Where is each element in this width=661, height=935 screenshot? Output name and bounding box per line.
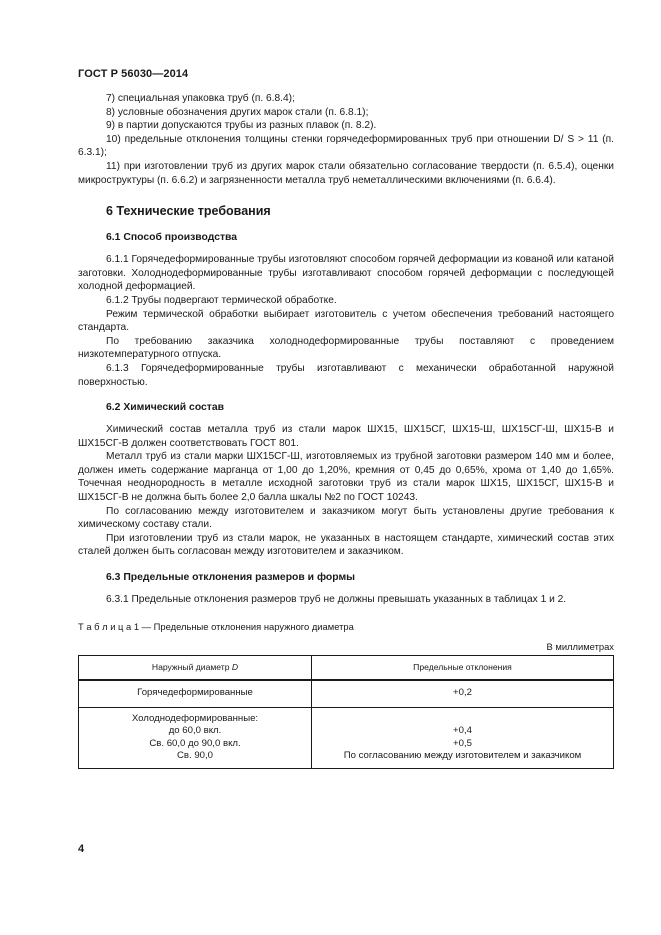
cell-line <box>316 713 609 725</box>
table-header-row <box>79 655 614 680</box>
column-header-deviation: Предельные отклонения <box>312 655 614 680</box>
paragraph: 6.3.1 Предельные отклонения размеров труб не должны превышать указанных в таблицах 1 и 2. <box>106 594 567 606</box>
cell-line: +0,5 <box>453 737 472 749</box>
paragraph: 6.1.3 Горячедеформированные трубы изготавливают с механически обработанной наружной поверхностью. <box>78 362 614 388</box>
subsection-title: 6.2 Химический состав <box>106 402 225 414</box>
list-item: 11) при изготовлении труб из других марок стали обязательно согласование твердости (п. 6.5.4), оценки микроструктуры (п. 6.6.2) и загрязненности металла труб неметаллическими включениями (п. 6.6.4). <box>78 160 614 186</box>
section-title: 6 Технические требования <box>106 204 271 219</box>
deviation-table <box>78 655 614 769</box>
list-item: 8) условные обозначения других марок стали (п. 6.8.1); <box>106 106 369 118</box>
paragraph: По требованию заказчика холоднодеформированные трубы поставляют с проведением низкотемпературного отпуска. <box>78 335 614 361</box>
cell-line: Св. 90,0 <box>176 750 214 762</box>
page-content <box>78 92 614 769</box>
list-item: 9) в партии допускаются трубы из разных плавок (п. 8.2). <box>106 120 377 132</box>
table-units: В миллиметрах <box>546 640 614 652</box>
table-cell <box>79 707 312 768</box>
column-header-variable: D <box>231 662 239 673</box>
table-row <box>79 680 614 708</box>
table-caption-text: — Предельные отклонения наружного диаметра <box>139 620 354 632</box>
paragraph: Химический состав металла труб из стали марок ШХ15, ШХ15СГ, ШХ15-Ш, ШХ15СГ-Ш, ШХ15-В и ШХ15СГ-В должен соответствовать ГОСТ 801. <box>78 424 614 449</box>
column-header-diameter <box>79 655 312 680</box>
paragraph: При изготовлении труб из стали марок, не указанных в настоящем стандарте, химический состав этих сталей должен быть согласован между изготовителем и заказчиком. <box>78 532 614 558</box>
column-header-text: Наружный диаметр <box>151 662 232 673</box>
list-item: 7) специальная упаковка труб (п. 6.8.4); <box>106 93 295 104</box>
document-header: ГОСТ Р 56030—2014 <box>78 68 189 80</box>
cell-line: до 60,0 вкл. <box>168 725 222 737</box>
subsection-title: 6.3 Предельные отклонения размеров и формы <box>106 572 356 584</box>
table-caption <box>78 621 614 633</box>
paragraph: По согласованию между изготовителем и заказчиком могут быть установлены другие требования к химическому составу стали. <box>78 505 614 531</box>
paragraph: 6.1.2 Трубы подвергают термической обработке. <box>106 294 337 306</box>
table-caption-prefix: Т а б л и ц а 1 <box>78 620 140 632</box>
cell-line: Холоднодеформированные: <box>131 712 259 724</box>
cell-line: +0,4 <box>453 725 472 737</box>
paragraph: Металл труб из стали марки ШХ15СГ-Ш, изготовляемых из трубной заготовки размером 140 мм и более, должен иметь содержание марганца от 1,00 до 1,20%, кремния от 0,45 до 0,65%, хрома от 1,40 до 1,65%. Точечная неоднородность в металле исходной заготовки труб из стали марок ШХ15, ШХ15СГ, ШХ15-В и ШХ15СГ-В не должна быть более 2,0 балла шкалы №2 по ГОСТ 10243. <box>78 451 614 504</box>
cell-line: По согласованию между изготовителем и заказчиком <box>343 750 582 762</box>
paragraph: Режим термической обработки выбирает изготовитель с учетом обеспечения требований настоящего стандарта. <box>78 308 614 334</box>
paragraph: 6.1.1 Горячедеформированные трубы изготовляют способом горячей деформации из кованой или катаной заготовки. Холоднодеформированные трубы изготавливают способом горячей деформации с последующей холодной деформацией. <box>78 254 614 293</box>
subsection-title: 6.1 Способ производства <box>106 232 238 244</box>
table-cell: Горячедеформированные <box>79 680 312 708</box>
cell-line: Св. 60,0 до 90,0 вкл. <box>149 737 241 749</box>
table-cell <box>312 707 614 768</box>
table-cell: +0,2 <box>312 680 614 708</box>
page-number: 4 <box>78 843 85 855</box>
intro-list <box>78 92 614 187</box>
table-row <box>79 707 614 768</box>
list-item: 10) предельные отклонения толщины стенки горячедеформированных труб при отношении D/ S > 11 (п. 6.3.1); <box>78 133 614 159</box>
